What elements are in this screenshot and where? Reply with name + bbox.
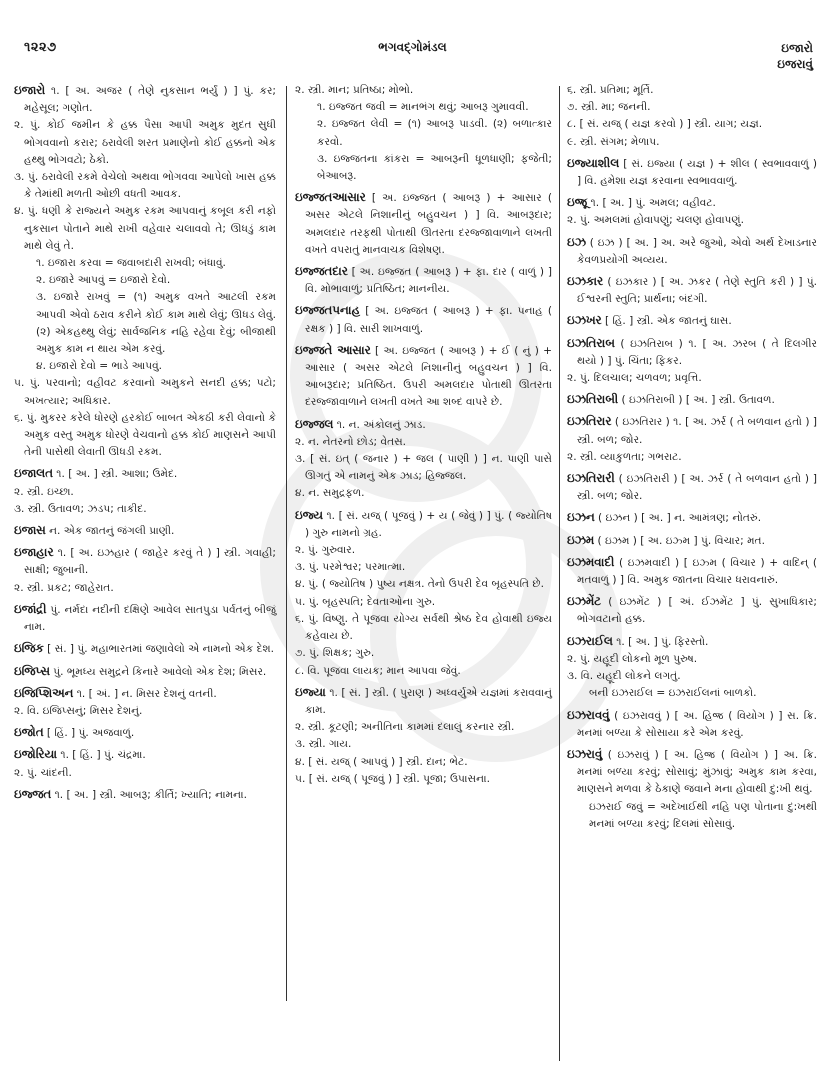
entry-idiom: બની ઇઝરાઈલ = ઇઝરાઈલનાં બાળકો. [589,687,757,700]
entry-sense: ઇઝતિરાર ( ઇઝતિરાર ) ૧. [ અ. ઝર્ર ( તે બળવાન હતો ) ] સ્ત્રી. બળ; જોર. [567,414,817,446]
entry-sense: ઇઝમ ( ઇઝમ ) [ અ. ઇઝ્મ ] પું. વિચાર; મત. [567,532,765,547]
entry-sense: ઇજ્જતદાર [ અ. ઇજ્જત ( આબરૂ ) + ફા. દાર ( વાળું ) ] વિ. મોભાવાળું; પ્રતિષ્ઠિત; માનનીય. [295,264,552,296]
dictionary-entry [295,684,552,788]
entry-idiom: ઇઝરાઈ જવું = અદેખાઈથી નહિ પણ પોતાના દુ:ખથી મનમાં બળ્યા કરવું; દિલમાં સોસાવું. [589,800,817,830]
entry-sense: ૨. સ્ત્રી. ઇચ્છા. [14,485,74,498]
entry-headword: ઇઝતિરાબ [567,335,615,350]
entry-sense: ૯. સ્ત્રી. સંગમ; મેળાપ. [567,135,660,148]
entry-sense: ૩. સ્ત્રી. ઉતાવળ; ઝડપ; તાકીદ. [14,502,147,515]
entry-sense: ઇજિપ્સ પું. ભૂમધ્ય સમુદ્રને કિનારે આવેલો એક દેશ; મિસર. [14,663,267,678]
entry-headword: ઇજિક [14,641,44,656]
dictionary-entry [567,532,817,550]
dictionary-entry [14,601,276,636]
dictionary-entry [567,335,817,388]
entry-sense: ઇઝરાવું ( ઇઝરાવું ) [ અ. હિજ્ર ( વિયોગ ) ] અ. ક્રિ. મનમાં બળ્યા કરવું; સોસાવું; મુંઝાવું; અમુક કામ કરવા, માણસને મળવા કે ઠેકાણે જવાને મના હોવાથી દુ:ખી થવું. [567,746,817,796]
entry-sense: ૨. પું. અમલમાં હોવાપણું; ચલણ હોવાપણું. [567,214,745,227]
dictionary-entry [14,746,276,781]
entry-sense: ૨. પું. ચાંદની. [14,766,72,779]
entry-sense: ૫. પું. બૃહસ્પતિ; દેવતાઓના ગુરુ. [295,595,436,608]
dictionary-entry [14,663,276,681]
column-1 [14,82,276,808]
entry-sense: ઇઝન ( ઇઝન ) [ અ. ] ન. આમંત્રણ; નોતરું. [567,510,762,525]
dictionary-entry [14,465,276,518]
dictionary-entry [295,302,552,337]
entry-sense: ૨. ન. નેતરનો છોડ; વેતસ. [295,435,407,448]
entry-sense: ૪. ન. સમુદ્રફળ. [295,487,365,500]
entry-sense: ઇઝતિરાબી ( ઇઝતિરાબી ) [ અ. ] સ્ત્રી. ઉતાવળ. [567,392,775,407]
entry-headword: ઇજ્યા [295,684,326,699]
entry-headword: ઇજાસ [14,523,46,538]
entry-headword: ઇજ્જલ [295,416,334,431]
entry-sense: ૨. સ્ત્રી. વ્યાકુળતા; ગભરાટ. [567,450,682,463]
entry-idiom: ૨. ઇજ્જત લેવી = (૧) આબરૂ પાડવી. (૨) બળાત્કાર કરવો. [317,118,552,148]
dictionary-entry [567,593,817,628]
entry-sense: ૨. પું. કોઈ જમીન કે હક્ક પૈસા આપી અમુક મુદત સુધી ભોગવવાનો કરાર; ઠરાવેલી શરત પ્રમાણેનો કોઈ હક્કનો એક હથ્થુ ભોગવટો; ઠેકો. [14,119,276,166]
page-header [0,38,825,78]
entry-sense: ઇજોત [ હિં. ] પું. અજવાળું. [14,725,135,740]
entry-idiom: ૪. ઇજારો દેવો = ભાડે આપવું. [36,360,163,373]
entry-sense: ઇઝમેંટ ( ઇઝમેંટ ) [ અં. ઈઝમેંટ ] પું. સુખાધિકાર; ભોગવટાનો હક્ક. [567,594,817,626]
entry-sense: ઇઝકાર ( ઇઝકાર ) [ અ. ઝકર ( તેણે સ્તુતિ કરી ) ] પું. ઈશ્વરની સ્તુતિ; પ્રાર્થના; બંદગી. [567,274,817,306]
entry-sense: ઇજ્જતઆસાર [ અ. ઇજ્જત ( આબરૂ ) + આસાર ( અસર એટલે નિશાનીનું બહુવચન ) ] વિ. આબરૂદાર; અમલદાર તરફથી પોતાથી ઊતરતા દરજ્જાવાળાને લખતી વખતે વપરાતું માનવાચક વિશેષણ. [295,190,552,256]
entry-idiom: ૩. ઇજારે રાખવું = (૧) અમુક વખતે આટલી રકમ આપવી એવો ઠરાવ કરીને કોઈ કામ માથે લેવું; ઊધડ લેવું. (૨) એકહથ્થુ લેવું; સાર્વજનિક નહિ રહેવા દેવું; બીજાથી અમુક કામ ન થાય એમ કરવું. [36,291,276,356]
entry-headword: ઇજ્જતપનાહ [295,303,360,318]
dictionary-entry [14,724,276,742]
entry-sense: ઇજ્યા ૧. [ સં. ] સ્ત્રી. ( પુરાણ ) અધ્વર્યુએ યજ્ઞમાં કરાવવાનું કામ. [295,684,552,716]
entry-sense: ઇજ્જતે આસાર [ અ. ઇજ્જત ( આબરૂ ) + ઈ ( નું ) + આસાર ( અસર એટલે નિશાનીનું બહુવચન ) ] વિ. આબરૂદાર; પ્રતિષ્ઠિત. ઉપરી અમલદાર પોતાથી ઊતરતા દરજ્જાવાળાને લખતી વખતે આ શબ્દ વાપરે છે. [295,342,553,409]
entry-headword: ઇજ્જતદાર [295,264,348,279]
entry-sense: ઇજ્ય ૧. [ સં. યજ્ ( પૂજવું ) + ય ( જેવું ) ] પું. ( જ્યોતિષ ) ગુરુ નામનો ગ્રહ. [295,507,552,539]
entry-sense: ૬. પું. વિષ્ણુ. તે પૂજવા યોગ્ય સર્વથી શ્રેષ્ઠ દેવ હોવાથી ઇજ્ય કહેવાય છે. [295,612,552,643]
entry-headword: ઇઝરાઈલ [567,633,613,648]
entry-headword: ઇઝતિરારી [567,471,615,486]
entry-headword: ઇજ્યાશીલ [567,155,620,170]
entry-headword: ઇજાંદ્રી [14,601,47,616]
entry-idiom: ૨. ઇજારે આપવું = ઇજારો દેવો. [36,274,171,287]
entry-sense: ૬. સ્ત્રી. પ્રતિમા; મૂર્તિ. [567,84,654,96]
entry-sense: ઇઝરાવવું ( ઇઝરાવવું ) [ અ. હિજ્ર ( વિયોગ ) ] સ. ક્રિ. મનમાં બળ્યા કે સોસાયા કરે એમ કરવું. [567,707,817,739]
dictionary-entry [295,416,552,503]
column-3 [567,82,817,837]
dictionary-entry [295,263,552,298]
guide-words [777,40,813,72]
entry-idiom: ૧. ઇજ્જત જવી = માનભંગ થવું; આબરૂ ગુમાવવી. [317,101,529,114]
entry-headword: ઇજ્રૂ [567,195,588,210]
dictionary-entry [567,155,817,190]
entry-sense: ૭. સ્ત્રી. મા; જનની. [567,101,651,114]
entry-sense: ઇજાંદ્રી પું. નર્મદા નદીની દક્ષિણે આવેલ સાતપુડા પર્વતનું બીજું નામ. [14,601,276,634]
entry-sense: ઇજ્જત ૧. [ અ. ] સ્ત્રી. આબરૂ; કીર્તિ; ખ્યાતિ; નામના. [14,786,247,801]
dictionary-entry [14,640,276,658]
dictionary-entry [567,194,817,229]
dictionary-entry [14,82,276,461]
entry-headword: ઇઝરાવું [567,746,603,761]
entry-sense: ઇજાલત ૧. [ અ. ] સ્ત્રી. આશા; ઉમેદ. [14,466,178,481]
dictionary-entry [14,685,276,720]
dictionary-entry [295,342,552,412]
entry-sense: ૭. પું. શિક્ષક; ગુરુ. [295,647,375,660]
entry-sense: ૮. [ સં. યજ્ ( યજ્ઞ કરવો ) ] સ્ત્રી. યાગ; યજ્ઞ. [567,118,763,131]
entry-headword: ઇઝન [567,510,595,525]
dictionary-entry [567,391,817,409]
entry-headword: ઇજ્જતે આસાર [295,342,371,357]
entry-sense: ૩. પું. ઠરાવેલી રકમે વેચેલો અથવા ભોગવવા આપેલો ખાસ હક્ક કે તેમાંથી મળતી ઓછી વધતી આવક. [14,171,276,201]
entry-sense: ઇઝમવાદી ( ઇઝમવાદી ) [ ઇઝ્મ ( વિચાર ) + વાદિન્ ( મતવાળું ) ] વિ. અમુક જાતના વિચાર ધરાવનારું. [567,554,817,587]
entry-sense: ૨. સ્ત્રી. માન; પ્રતિષ્ઠા; મોભો. [295,84,414,96]
entry-sense: ઇજારો ૧. [ અ. અજર ( તેણે નુકસાન ભર્યું ) ] પું. કર; મહેસૂલ; ગણોત. [14,83,276,115]
dictionary-entry [14,786,276,804]
entry-sense: ૨. સ્ત્રી. કૂટણી; અનીતિના કામમાં દલાલું કરનાર સ્ત્રી. [295,721,515,734]
entry-sense: ઇઝરાઈલ ૧. [ અ. ] પું. ફિરસ્તો. [567,633,709,648]
entry-sense: ૨. પું. ગુરુવાર. [295,544,356,557]
entry-headword: ઇજોત [14,725,44,740]
entry-sense: ૨. પું. દિલચાલ; ચળવળ; પ્રવૃત્તિ. [567,372,702,385]
entry-sense: ઇજ્રૂ ૧. [ અ. ] પું. અમલ; વહીવટ. [567,195,716,210]
dictionary-entry [295,507,552,680]
entry-headword: ઇજ્જત [14,786,52,801]
entry-headword: ઇજાલત [14,466,53,481]
entry-sense: ઇઝ ( ઇઝ ) [ અ. ] અ. અરે જુઓ, એવો અર્થ દેખાડનાર કેવળપ્રયોગી અવ્યય. [567,234,817,266]
entry-sense: ૩. સ્ત્રી. ગાય. [295,738,352,751]
dictionary-entry [567,633,817,703]
entry-sense: ઇઝતિરારી ( ઇઝતિરારી ) [ અ. ઝર્ર ( તે બળવાન હતો ) ] સ્ત્રી. બળ; જોર. [567,471,817,503]
entry-sense: ઇઝખર [ હિં. ] સ્ત્રી. એક જાતનું ઘાસ. [567,313,732,328]
entry-sense: ઇજોરિયા ૧. [ હિં. ] પું. ચંદ્રમા. [14,747,146,762]
entry-sense: ઇજિક [ સં. ] પું. મહાભારતમાં જણાવેલો એ નામનો એક દેશ. [14,641,275,656]
dictionary-entry [567,470,817,505]
dictionary-entry [567,273,817,308]
dictionary-entry [567,413,817,466]
page-number: ૧૨૨૭ [24,40,57,55]
column-2 [295,82,552,792]
entry-headword: ઇજિપ્સ [14,663,50,678]
entry-headword: ઇજ્જતઆસાર [295,190,366,205]
dictionary-entry [295,82,552,185]
entry-sense: ઇજ્યાશીલ [ સં. ઇજ્યા ( યજ્ઞ ) + શીલ ( સ્વભાવવાળું ) ] વિ. હમેશા યજ્ઞ કરવાના સ્વભાવવાળું. [567,155,817,188]
guide-word-last: ઇજરાવું [777,57,813,71]
entry-sense: ૬. પું. મુકરર કરેલે ધોરણે હરકોઈ બાબત એકઠી કરી લેવાનો કે અમુક વસ્તુ અમુક ધોરણે વેચવાનો હક્ક કોઈ માણસને આપી તેની પાસેથી લેવાતી ઊધડી રકમ. [14,411,276,459]
entry-sense: ૪. પું. ધણી કે રાજ્યને અમુક રકમ આપવાનું કબૂલ કરી નફો નુકસાન પોતાને માથે રાખી વહેવાર ચલાવવો તે; ઊધડું કામ માથે લેવું તે. [14,205,276,252]
entry-sense: ૫. [ સં. યજ્ ( પૂજવું ) ] સ્ત્રી. પૂજા; ઉપાસના. [295,772,490,785]
column-divider [286,86,287,1001]
dictionary-entry [567,707,817,742]
entry-headword: ઇઝમવાદી [567,554,615,569]
entry-sense: ૩. વિ. યહૂદી લોકને લગતું. [567,670,681,683]
entry-idiom: ૩. ઇજ્જતના કાંકરા = આબરૂની ધૂળધાણી; ફજેતી; બેઆબરૂ. [317,152,552,183]
dictionary-entry [567,509,817,527]
entry-sense: ૩. પું. પરમેશ્વર; પરમાત્મા. [295,561,406,574]
entry-headword: ઇઝ [567,234,586,249]
entry-headword: ઇઝરાવવું [567,707,610,722]
entry-sense: ૨. વિ. ઇજિપ્સનું; મિસર દેશનું. [14,704,143,717]
entry-sense: ઇજિપ્શિઅન ૧. [ અં. ] ન. મિસર દેશનું વતની. [14,685,217,700]
entry-sense: ૫. પું. પરવાનો; વહીવટ કરવાનો અમુકને સનદી હક્ક; પટો; અખત્યાર; અધિકાર. [14,377,276,407]
entry-sense: ૮. વિ. પૂજવા લાયક; માન આપવા જેવું. [295,664,461,677]
entry-headword: ઇઝતિરાબી [567,392,619,407]
entry-headword: ઇજિપ્શિઅન [14,685,74,700]
entry-sense: ઇજ્જતપનાહ [ અ. ઇજ્જત ( આબરૂ ) + ફા. પનાહ ( રક્ષક ) ] વિ. સારી શાખવાળું. [295,303,552,335]
entry-sense: ૨. પું. યહૂદી લોકનો મૂળ પુરુષ. [567,652,698,665]
entry-sense: ૪. [ સં. યજ્ ( આપવું ) ] સ્ત્રી. દાન; ભેટ. [295,755,468,768]
entry-headword: ઇઝતિરાર [567,414,612,429]
entry-headword: ઇઝમેંટ [567,594,602,609]
entry-sense: ૩. [ સં. ઇત્ ( જનાર ) + જલ ( પાણી ) ] ન. પાણી પાસે ઊગતું એ નામનું એક ઝાડ; હિજ્જલ. [295,453,552,483]
entry-sense: ઇજ્જલ ૧. ન. અંકોલનું ઝાડ. [295,416,426,431]
dictionary-entry [295,189,552,259]
entry-sense: ૨. સ્ત્રી. પ્રકટ; જાહેરાત. [14,581,114,594]
dictionary-entry [567,746,817,833]
entry-sense: ૪. પું. ( જ્યોતિષ ) પુષ્ય નક્ષત્ર. તેનો ઉપરી દેવ બૃહસ્પતિ છે. [295,578,544,591]
entry-headword: ઇઝખર [567,313,602,328]
dictionary-entry [567,82,817,151]
dictionary-entry [567,234,817,269]
entry-sense: ઇઝતિરાબ ( ઇઝતિરાબ ) ૧. [ અ. ઝરબ ( તે દિલગીર થયો ) ] પું. ચિંતા; ફિકર. [567,335,817,367]
dictionary-columns [14,82,817,1067]
entry-sense: ઇજાહાર ૧. [ અ. ઇઝહાર ( જાહેર કરવું તે ) ] સ્ત્રી. ગવાહી; સાક્ષી; જુબાની. [14,545,276,577]
dictionary-entry [14,544,276,597]
entry-headword: ઇઝમ [567,532,595,547]
entry-headword: ઇજારો [14,83,46,97]
entry-headword: ઇજ્ય [295,507,323,522]
guide-word-first: ઇજારો [781,41,813,55]
entry-headword: ઇજાહાર [14,545,54,560]
column-divider [559,86,560,1061]
entry-sense: ઇજાસ ન. એક જાતનું જંગલી પ્રાણી. [14,523,175,538]
dictionary-entry [14,522,276,540]
entry-idiom: ૧. ઇજારા કરવા = જવાબદારી રાખવી; બંધાવું. [36,257,226,270]
dictionary-entry [567,554,817,589]
entry-headword: ઇજોરિયા [14,747,58,762]
dictionary-entry [567,312,817,330]
running-title: ભગવદ્ગોમંડલ [378,40,447,54]
entry-headword: ઇઝકાર [567,274,604,289]
